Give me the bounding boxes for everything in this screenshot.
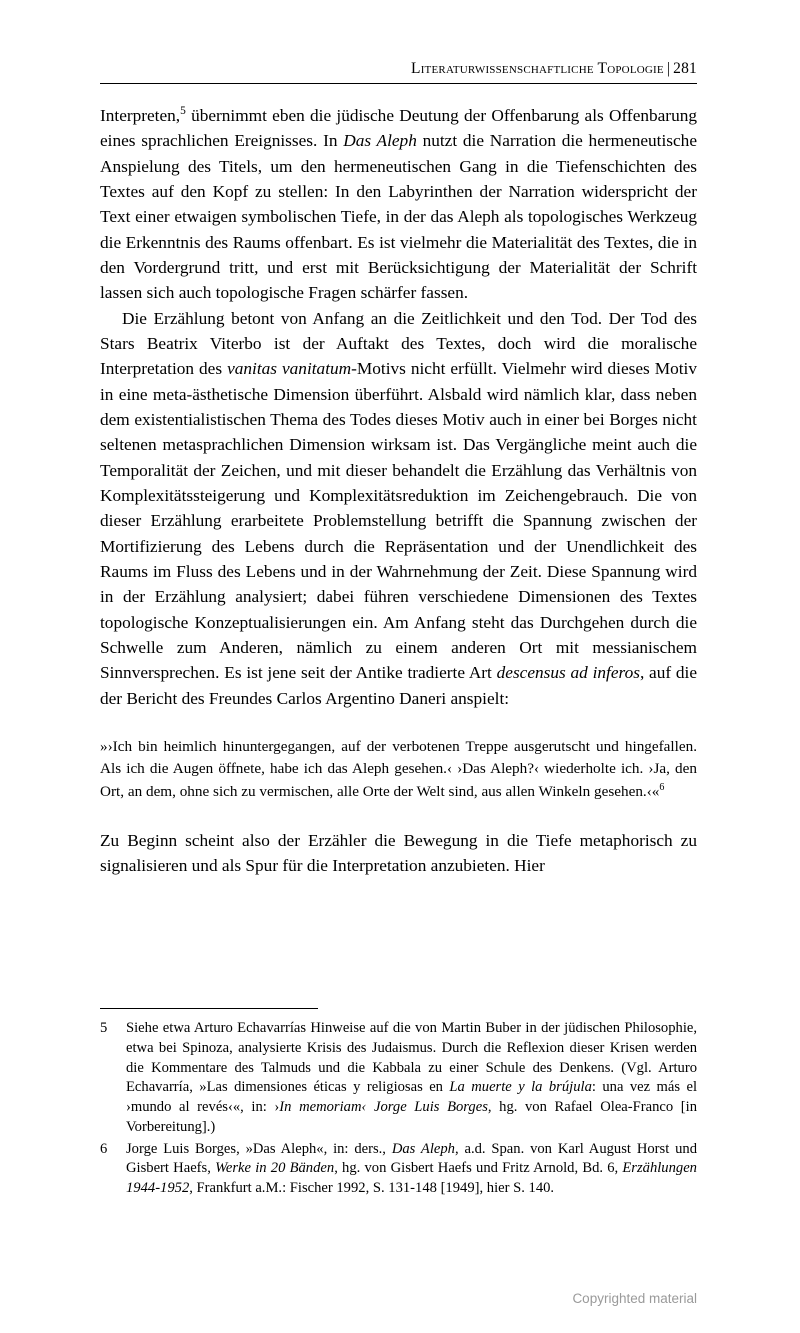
paragraph-1-segment-a: Interpreten, [100, 106, 181, 125]
footnote-marker-5: 5 [180, 105, 186, 118]
running-header [100, 60, 697, 84]
paragraph-1-italic-title: Das Aleph [343, 131, 417, 151]
after-quote-text [100, 828, 697, 879]
running-header-title: Literaturwissenschaftliche Topologie [411, 60, 664, 77]
footnote-6-segment-b: , a.d. Span. von Karl August Horst und Gisbert Haefs, [126, 1140, 697, 1177]
footnote-5 [100, 1019, 697, 1138]
paragraph-1-segment-c: nutzt die Narration die hermeneutische Anspielung des Titels, um den hermeneutischen Gang in die Tiefenschichten des Textes auf den Kopf zu stellen: In den Labyrinthen der Narration widerspricht der Text einer etwaigen symbolischen Tiefe, in der das Aleph als topologisches Werkzeug die Erkenntnis des Raums offenbart. Es ist vielmehr die Materialität des Textes, die in den Vordergrund tritt, und erst mit Berücksichtigung der Materialität der Schrift lassen sich auch topologische Fragen schärfer fassen. [100, 131, 697, 303]
footnote-6-italic-1: Das Aleph [391, 1140, 455, 1157]
footnote-5-italic-1: La muerte y la brújula [449, 1079, 592, 1096]
footnote-5-segment-a: Siehe etwa Arturo Echavarrías Hinweise auf die von Martin Buber in der jüdischen Philosophie, etwa bei Spinoza, analysierte Krisis des Judaismus. Durch die Reflexion dieser Krisen werden die Kommentare des Talmuds und die Kabbala zu einer Schule des Denkens. (Vgl. Arturo Echavarría, »Las dimensiones éticas y religiosas en [126, 1020, 697, 1096]
footnote-5-segment-b: : una vez más el ›mundo al revés‹«, in: › [126, 1079, 698, 1116]
footnote-5-segment-c: , hg. von Rafael Olea-Franco [in Vorbereitung].) [126, 1099, 698, 1135]
block-quote-text: »›Ich bin heimlich hinuntergegangen, auf der verbotenen Treppe ausgerutscht und hingefallen. Als ich die Augen öffnete, habe ich das Aleph gesehen.‹ ›Das Aleph?‹ wiederholte ich. ›Ja, den Ort, an dem, ohne sich zu vermischen, alle Orte der Welt sind, aus allen Winkeln gesehen.‹« [100, 737, 697, 800]
block-quote-paragraph [100, 736, 697, 803]
footnote-6-segment-c: , hg. von Gisbert Haefs und Fritz Arnold, Bd. 6, [334, 1160, 623, 1177]
copyright-watermark: Copyrighted material [572, 1291, 697, 1306]
footnote-6-number: 6 [100, 1140, 108, 1157]
footnote-5-number: 5 [100, 1020, 108, 1036]
paragraph-2-segment-b: -Motivs nicht erfüllt. Vielmehr wird dieses Motiv in eine meta-ästhetische Dimension überführt. Alsbald wird nämlich klar, dass neben dem existentialistischen Thema des Todes dieses Motiv auch in einer bei Borges nicht seltenen metasprachlichen Dimension wirksam ist. Das Vergängliche meint auch die Temporalität der Zeichen, und mit dieser behandelt die Erzählung das Verhältnis von Komplexitätssteigerung und Komplexitätsreduktion im Zeichengebrauch. Die von dieser Erzählung erarbeitete Problemstellung betrifft die Spannung zwischen der Mortifizierung des Lebens durch die Repräsentation und der Unendlichkeit des Raums im Fluss des Lebens und in der Wahrnehmung der Zeit. Diese Spannung wird in der Erzählung analysiert; dabei führen verschiedene Dimensionen des Textes topologische Konzeptualisierungen ein. Am Anfang steht das Durchgehen durch die Schwelle zum Anderen, nämlich zu einem anderen Ort mit messianischem Sinnversprechen. Es ist jene seit der Antike tradierte Art [100, 359, 697, 683]
footnote-5-text [126, 1019, 697, 1138]
running-header-separator: | [666, 60, 671, 77]
footnote-6-segment-d: , Frankfurt a.M.: Fischer 1992, S. 131-148 [1949], hier S. 140. [189, 1180, 555, 1197]
paragraph-2-italic-vanitas: vanitas vanitatum [227, 359, 352, 379]
paragraph-3: Zu Beginn scheint also der Erzähler die Bewegung in die Tiefe metaphorisch zu signalisieren und als Spur für die Interpretation anzubieten. Hier [100, 830, 697, 876]
footnotes-section [100, 1008, 697, 1201]
footnote-6-italic-2: Werke in 20 Bänden [215, 1160, 335, 1177]
paragraph-2 [100, 306, 697, 711]
page-content [100, 60, 697, 879]
footnote-5-italic-2: In memoriam‹ Jorge Luis Borges [279, 1099, 488, 1116]
footnote-6-italic-3: Erzählungen 1944-1952 [126, 1160, 697, 1197]
block-quote [100, 736, 697, 803]
paragraph-2-italic-descensus: descensus ad inferos [496, 663, 640, 683]
page-number: 281 [673, 60, 697, 77]
paragraph-2-segment-c: , auf die der Bericht des Freundes Carlos Argentino Daneri anspielt: [100, 663, 697, 708]
footnote-6-segment-a: Jorge Luis Borges, »Das Aleph«, in: ders., [126, 1140, 392, 1157]
body-text [100, 103, 697, 711]
footnote-6 [100, 1140, 697, 1199]
footnote-marker-6: 6 [659, 781, 665, 793]
paragraph-1-segment-b: übernimmt eben die jüdische Deutung der Offenbarung als Offenbarung eines sprachlichen Ereignisses. In [100, 106, 697, 151]
paragraph-2-segment-a: Die Erzählung betont von Anfang an die Zeitlichkeit und den Tod. Der Tod des Stars Beatrix Viterbo ist der Auftakt des Textes, doch wird die moralische Interpretation des [100, 308, 697, 379]
paragraph-1 [100, 103, 697, 306]
footnote-6-text [126, 1140, 697, 1199]
footnote-separator-rule [100, 1008, 318, 1009]
